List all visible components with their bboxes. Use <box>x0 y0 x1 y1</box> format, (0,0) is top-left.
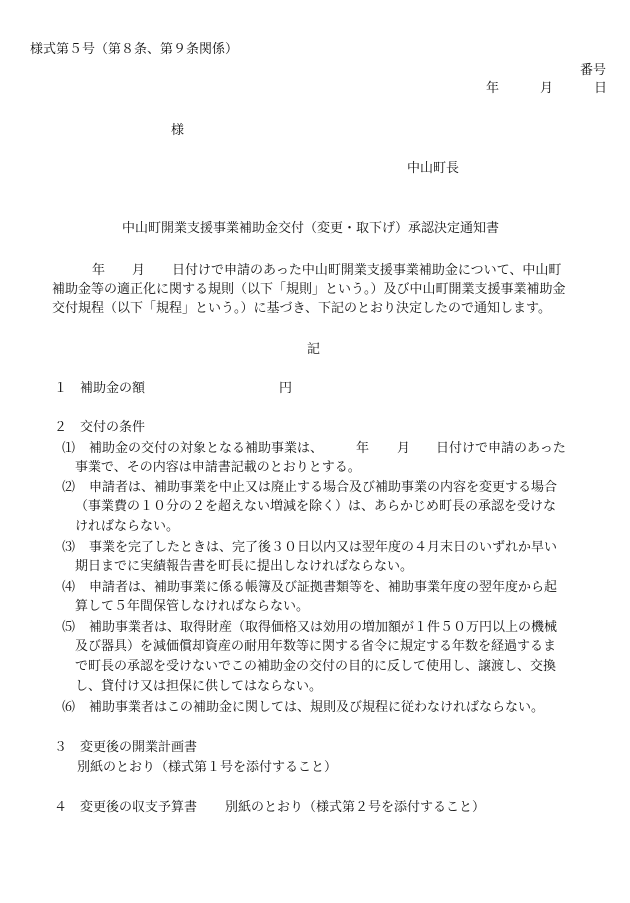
intro-month: 月 <box>132 263 146 278</box>
condition-1-year: 年 <box>356 441 370 456</box>
section-4-label: ４ 変更後の収支予算書 <box>54 800 198 815</box>
date-year-label: 年 <box>486 81 500 96</box>
condition-1-month: 月 <box>397 441 411 456</box>
condition-2-line-2: （事業費の１０分の２を超えない増減を除く）は、あらかじめ町長の承認を受けな <box>75 499 557 514</box>
condition-3-line-2: 期日までに実績報告書を町長に提出しなければならない。 <box>75 559 414 574</box>
condition-4-mark: ⑷ <box>62 580 76 595</box>
condition-1-mark: ⑴ <box>62 441 76 456</box>
condition-4-line-1: 申請者は、補助事業に係る帳簿及び証拠書類等を、補助事業年度の翌年度から起 <box>89 580 558 595</box>
intro-year: 年 <box>92 263 106 278</box>
condition-2-line-1: 申請者は、補助事業を中止又は廃止する場合及び補助事業の内容を変更する場合 <box>89 480 558 495</box>
section-1-label: １ 補助金の額 <box>54 381 146 396</box>
condition-6-mark: ⑹ <box>62 700 76 715</box>
section-1-unit: 円 <box>279 381 293 396</box>
condition-1-line-1a: 補助金の交付の対象となる補助事業は、 <box>89 441 324 456</box>
condition-1-line-2: 事業で、その内容は申請書記載のとおりとする。 <box>75 460 361 475</box>
condition-3-line-1: 事業を完了したときは、完了後３０日以内又は翌年度の４月末日のいずれか早い <box>89 540 558 555</box>
intro-line-3: 交付規程（以下「規程」という。）に基づき、下記のとおり決定したので通知します。 <box>52 301 551 316</box>
condition-5-mark: ⑸ <box>62 620 76 635</box>
intro-line-2: 補助金等の適正化に関する規則（以下「規則」という。）及び中山町開業支援事業補助金 <box>52 282 566 297</box>
condition-2-mark: ⑵ <box>62 480 76 495</box>
date-day-label: 日 <box>594 81 608 96</box>
condition-1-line-1b: 日付けで申請のあった <box>436 441 566 456</box>
condition-3-mark: ⑶ <box>62 540 76 555</box>
condition-4-line-2: 算して５年間保管しなければならない。 <box>75 599 310 614</box>
condition-5-line-1: 補助事業者は、取得財産（取得価格又は効用の増加額が１件５０万円以上の機械 <box>89 620 558 635</box>
condition-5-line-3: で町長の承認を受けないでこの補助金の交付の目的に反して使用し、譲渡し、交換 <box>75 659 557 674</box>
sender-name: 中山町長 <box>407 161 460 176</box>
section-2-label: ２ 交付の条件 <box>54 420 146 435</box>
section-3-label: ３ 変更後の開業計画書 <box>54 740 198 755</box>
ki-heading: 記 <box>307 342 321 357</box>
section-3-body: 別紙のとおり（様式第１号を添付すること） <box>77 760 338 775</box>
addressee-honorific: 様 <box>171 123 185 138</box>
section-4-body: 別紙のとおり（様式第２号を添付すること） <box>225 800 486 815</box>
document-title: 中山町開業支援事業補助金交付（変更・取下げ）承認決定通知書 <box>122 221 500 236</box>
document-number-label: 番号 <box>580 63 607 78</box>
form-number-label: 様式第５号（第８条、第９条関係） <box>30 42 239 57</box>
intro-line-1: 日付けで申請のあった中山町開業支援事業補助金について、中山町 <box>172 263 562 278</box>
condition-2-line-3: ければならない。 <box>75 519 180 534</box>
date-month-label: 月 <box>540 81 554 96</box>
condition-6-line-1: 補助事業者はこの補助金に関しては、規則及び規程に従わなければならない。 <box>89 700 545 715</box>
condition-5-line-2: 及び器具）を減価償却資産の耐用年数等に関する省令に規定する年数を経過するま <box>75 639 557 654</box>
condition-5-line-4: し、貸付け又は担保に供してはならない。 <box>75 679 323 694</box>
